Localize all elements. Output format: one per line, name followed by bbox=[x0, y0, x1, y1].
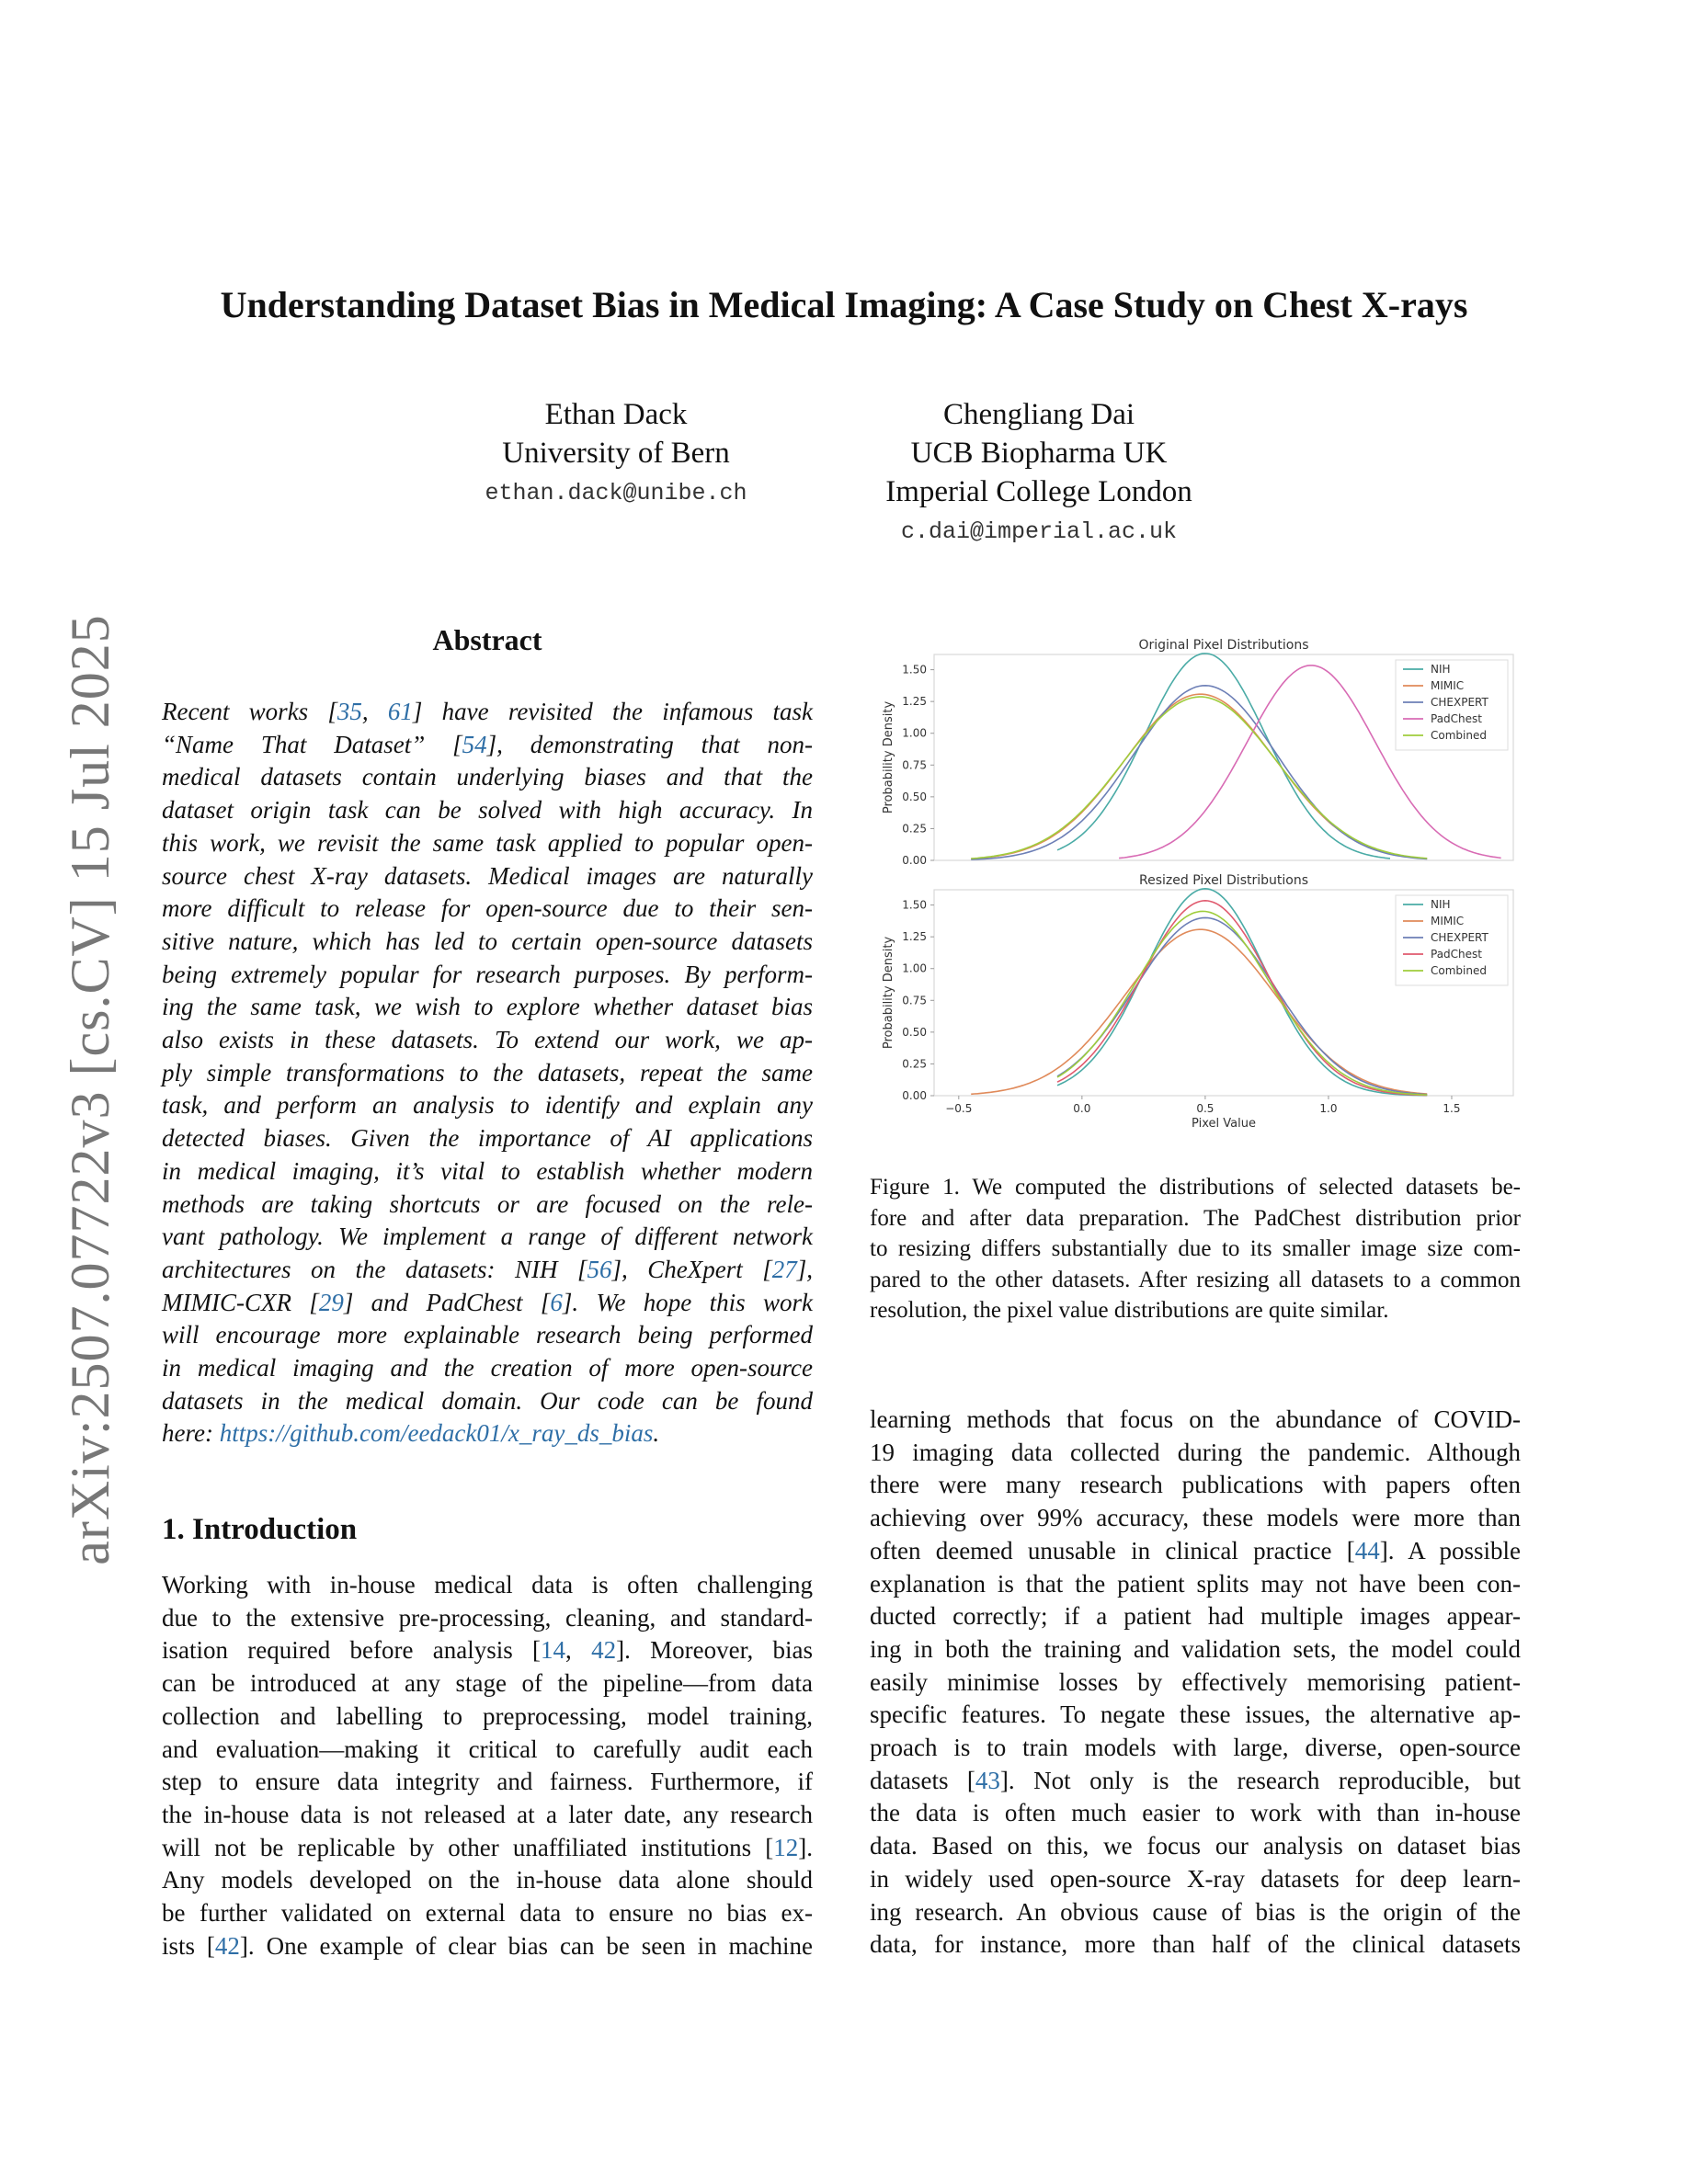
body-line: specific features. To negate these issues, the alternative ap- bbox=[870, 1701, 1521, 1729]
y-tick-label: 1.00 bbox=[902, 961, 927, 975]
abstract-text bbox=[162, 696, 813, 1450]
body-line: often deemed unusable in clinical practice [44]. A possible bbox=[870, 1536, 1521, 1564]
abstract-line: in medical imaging, it’s vital to establish whether modern bbox=[162, 1156, 813, 1185]
y-tick-label: 0.00 bbox=[902, 854, 927, 867]
y-tick-label: 0.75 bbox=[902, 758, 927, 772]
caption-line: to resizing differs substantially due to its smaller image size com- bbox=[870, 1236, 1521, 1262]
body-line: the data is often much easier to work with than in-house bbox=[870, 1799, 1521, 1827]
body-line: easily minimise losses by effectively memorising patient- bbox=[870, 1667, 1521, 1696]
right-column-text bbox=[870, 1404, 1521, 1962]
series-line-combined bbox=[971, 697, 1427, 859]
x-tick-label: 1.0 bbox=[1319, 1102, 1338, 1115]
series-line-padchest bbox=[1057, 901, 1427, 1096]
author-affiliation: University of Bern bbox=[502, 437, 730, 470]
abstract-line: being extremely popular for research purposes. By perform- bbox=[162, 960, 813, 988]
legend-entry: CHEXPERT bbox=[1431, 696, 1488, 709]
arxiv-id-text: arXiv:2507.07722v3 [cs.CV] 15 Jul 2025 bbox=[59, 613, 120, 1565]
y-tick-label: 0.75 bbox=[902, 994, 927, 1007]
abstract-line: methods are taking shortcuts or are focused on the rele- bbox=[162, 1189, 813, 1218]
abstract-line: task, and perform an analysis to identify and explain any bbox=[162, 1091, 813, 1120]
y-tick-label: 1.50 bbox=[902, 898, 927, 912]
legend-entry: MIMIC bbox=[1431, 915, 1465, 927]
legend-entry: Combined bbox=[1431, 964, 1487, 977]
caption-line: resolution, the pixel value distributions are quite similar. bbox=[870, 1298, 1389, 1324]
introduction-line: Working with in-house medical data is often challenging bbox=[162, 1571, 813, 1598]
abstract-line: this work, we revisit the same task applied to popular open- bbox=[162, 828, 813, 857]
y-tick-label: 1.50 bbox=[902, 663, 927, 677]
introduction-line: Any models developed on the in-house data alone should bbox=[162, 1866, 813, 1894]
abstract-line: MIMIC-CXR [29] and PadChest [6]. We hope this work bbox=[162, 1288, 813, 1316]
body-line: ing research. An obvious cause of bias is the origin of the bbox=[870, 1897, 1521, 1926]
abstract-line: here: https://github.com/eedack01/x_ray_ds_bias. bbox=[162, 1419, 660, 1448]
paper-title: Understanding Dataset Bias in Medical Imaging: A Case Study on Chest X-rays bbox=[220, 284, 1468, 325]
introduction-line: can be introduced at any stage of the pipeline—from data bbox=[162, 1669, 813, 1698]
abstract-line: sitive nature, which has led to certain open-source datasets bbox=[162, 927, 813, 955]
body-line: 19 imaging data collected during the pandemic. Although bbox=[870, 1438, 1521, 1466]
caption-line: pared to the other datasets. After resizing all datasets to a common bbox=[870, 1267, 1521, 1292]
abstract-line: source chest X-ray datasets. Medical images are naturally bbox=[162, 861, 813, 890]
body-line: explanation is that the patient splits may not have been con- bbox=[870, 1569, 1521, 1598]
series-line-mimic bbox=[971, 694, 1427, 859]
abstract-line: ply simple transformations to the datasets, repeat the same bbox=[162, 1058, 813, 1086]
abstract-line: dataset origin task can be solved with high accuracy. In bbox=[162, 796, 813, 825]
legend-entry: PadChest bbox=[1431, 948, 1482, 961]
series-line-chexpert bbox=[1057, 917, 1427, 1094]
body-line: there were many research publications with papers often bbox=[870, 1471, 1521, 1499]
abstract-line: “Name That Dataset” [54], demonstrating that non- bbox=[162, 730, 813, 758]
introduction-line: and evaluation—making it critical to carefully audit each bbox=[162, 1735, 813, 1763]
legend-entry: PadChest bbox=[1431, 712, 1482, 725]
abstract-line: ing the same task, we wish to explore whether dataset bias bbox=[162, 993, 813, 1021]
legend-entry: MIMIC bbox=[1431, 679, 1465, 692]
introduction-line: due to the extensive pre-processing, cleaning, and standard- bbox=[162, 1603, 813, 1632]
arxiv-identifier bbox=[53, 607, 127, 1572]
x-tick-label: −0.5 bbox=[945, 1102, 973, 1115]
introduction-line: the in-house data is not released at a later date, any research bbox=[162, 1800, 813, 1828]
series-line-combined bbox=[1057, 911, 1427, 1095]
abstract-line: in medical imaging and the creation of more open-source bbox=[162, 1354, 813, 1382]
y-axis-label: Probability Density bbox=[882, 700, 895, 814]
body-line: datasets [43]. Not only is the research reproducible, but bbox=[870, 1766, 1521, 1794]
body-line: learning methods that focus on the abundance of COVID- bbox=[870, 1405, 1521, 1433]
y-tick-label: 1.25 bbox=[902, 930, 927, 944]
author-name: Chengliang Dai bbox=[942, 398, 1135, 431]
y-axis-label: Probability Density bbox=[882, 936, 895, 1050]
body-line: proach is to train models with large, diverse, open-source bbox=[870, 1734, 1521, 1762]
x-axis-label: Pixel Value bbox=[1192, 1117, 1256, 1131]
abstract-heading: Abstract bbox=[432, 623, 542, 656]
caption-line: fore and after data preparation. The PadChest distribution prior bbox=[870, 1205, 1521, 1231]
x-tick-label: 1.5 bbox=[1443, 1102, 1461, 1115]
introduction-heading: 1. Introduction bbox=[162, 1513, 358, 1546]
chart-title: Resized Pixel Distributions bbox=[1139, 873, 1308, 888]
introduction-line: collection and labelling to preprocessing, model training, bbox=[162, 1701, 813, 1730]
y-tick-label: 1.00 bbox=[902, 726, 927, 740]
introduction-text bbox=[162, 1569, 813, 1962]
x-tick-label: 0.0 bbox=[1073, 1102, 1091, 1115]
y-tick-label: 0.00 bbox=[902, 1089, 927, 1102]
author-name: Ethan Dack bbox=[544, 398, 688, 431]
legend-entry: CHEXPERT bbox=[1431, 931, 1488, 944]
y-tick-label: 1.25 bbox=[902, 695, 927, 709]
abstract-line: will encourage more explainable research being performed bbox=[162, 1321, 813, 1349]
body-line: ing in both the training and validation sets, the model could bbox=[870, 1634, 1521, 1663]
y-tick-label: 0.50 bbox=[902, 1025, 927, 1039]
body-line: in widely used open-source X-ray datasets for deep learn- bbox=[870, 1864, 1521, 1893]
y-tick-label: 0.25 bbox=[902, 1057, 927, 1071]
abstract-line: detected biases. Given the importance of AI applications bbox=[162, 1124, 813, 1153]
legend-entry: NIH bbox=[1431, 663, 1451, 676]
introduction-line: isation required before analysis [14, 42]. Moreover, bias bbox=[162, 1636, 814, 1665]
y-tick-label: 0.25 bbox=[902, 822, 927, 836]
figure-caption bbox=[870, 1172, 1521, 1326]
body-line: achieving over 99% accuracy, these models were more than bbox=[870, 1504, 1521, 1532]
introduction-line: step to ensure data integrity and fairness. Furthermore, if bbox=[162, 1768, 813, 1796]
author-affiliation: UCB Biopharma UK bbox=[910, 437, 1168, 470]
series-line-nih bbox=[1057, 889, 1427, 1096]
author-affiliation: Imperial College London bbox=[885, 475, 1192, 508]
author-email: c.dai@imperial.ac.uk bbox=[900, 518, 1178, 545]
abstract-line: architectures on the datasets: NIH [56], CheXpert [27], bbox=[162, 1255, 813, 1283]
body-line: data. Based on this, we focus our analysis on dataset bias bbox=[870, 1832, 1521, 1860]
introduction-line: ists [42]. One example of clear bias can be seen in machine bbox=[162, 1931, 813, 1960]
abstract-line: more difficult to release for open-source due to their sen- bbox=[162, 894, 813, 923]
caption-line: Figure 1. We computed the distributions of selected datasets be- bbox=[870, 1175, 1521, 1200]
abstract-line: datasets in the medical domain. Our code can be found bbox=[162, 1386, 813, 1415]
author-2 bbox=[827, 395, 1250, 511]
y-tick-label: 0.50 bbox=[902, 790, 927, 803]
author-email: ethan.dack@unibe.ch bbox=[485, 480, 747, 506]
x-tick-label: 0.5 bbox=[1196, 1102, 1215, 1115]
body-line: data, for instance, more than half of the clinical datasets bbox=[870, 1930, 1521, 1959]
figure-1-charts bbox=[870, 632, 1521, 1133]
body-line: ducted correctly; if a patient had multiple images appear- bbox=[870, 1602, 1521, 1631]
introduction-line: be further validated on external data to ensure no bias ex- bbox=[162, 1899, 813, 1928]
legend-entry: Combined bbox=[1431, 729, 1487, 742]
legend-entry: NIH bbox=[1431, 898, 1451, 911]
series-line-mimic bbox=[971, 929, 1427, 1094]
abstract-line: also exists in these datasets. To extend our work, we ap- bbox=[162, 1026, 813, 1054]
author-1 bbox=[432, 395, 800, 472]
figure-1 bbox=[870, 632, 1521, 1133]
abstract-line: Recent works [35, 61] have revisited the infamous task bbox=[162, 698, 813, 725]
chart-title: Original Pixel Distributions bbox=[1138, 638, 1309, 653]
abstract-line: vant pathology. We implement a range of different network bbox=[162, 1223, 813, 1251]
introduction-line: will not be replicable by other unaffiliated institutions [12]. bbox=[162, 1833, 813, 1861]
abstract-line: medical datasets contain underlying biases and that the bbox=[162, 763, 813, 791]
